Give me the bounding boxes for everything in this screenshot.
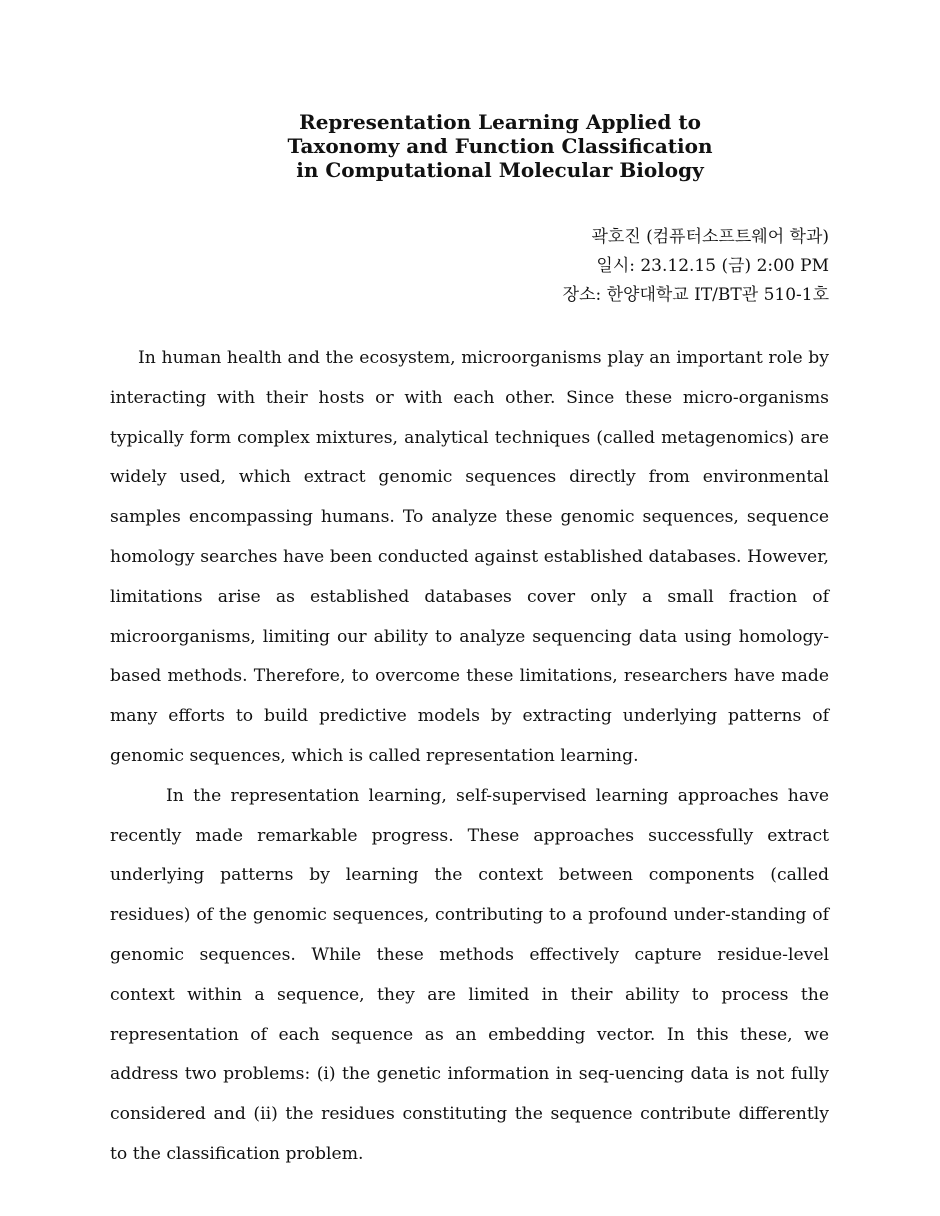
talk-info	[563, 223, 829, 310]
title-line: Representation Learning Applied to	[299, 110, 701, 134]
title-line: in Computational Molecular Biology	[296, 158, 704, 182]
paragraph: In the representation learning, self-supervised learning approaches have recently made remarkable progress. These approaches successfully extract underlying patterns by learning the context between components (called residues) of the genomic sequences, contributing to a profound under-standing of genomic sequences. While these methods effectively capture residue-level context within a sequence, they are limited in their ability to process the representation of each sequence as an embedding vector. In this these, we address two problems: (i) the genetic information in seq-uencing data is not fully considered and (ii) the residues constituting the sequence contribute differently to the classification problem.	[110, 785, 829, 1164]
document-title	[110, 110, 890, 182]
paragraph: In human health and the ecosystem, microorganisms play an important role by interacting with their hosts or with each other. Since these micro-organisms typically form complex mixtures, analytical techniques (called metagenomics) are widely used, which extract genomic sequences directly from environmental samples encompassing humans. To analyze these genomic sequences, sequence homology searches have been conducted against established databases. However, limitations arise as established databases cover only a small fraction of microorganisms, limiting our ability to analyze sequencing data using homology-based methods. Therefore, to overcome these limitations, researchers have made many efforts to build predictive models by extracting underlying patterns of genomic sequences, which is called representation learning.	[110, 348, 829, 766]
title-line: Taxonomy and Function Classification	[287, 134, 713, 158]
abstract-body	[110, 339, 829, 1175]
location-line: 장소: 한양대학교 IT/BT관 510-1호	[562, 285, 829, 305]
author-line: 곽호진 (컴퓨터소프트웨어 학과)	[591, 227, 829, 247]
date-line: 일시: 23.12.15 (금) 2:00 PM	[596, 256, 829, 276]
